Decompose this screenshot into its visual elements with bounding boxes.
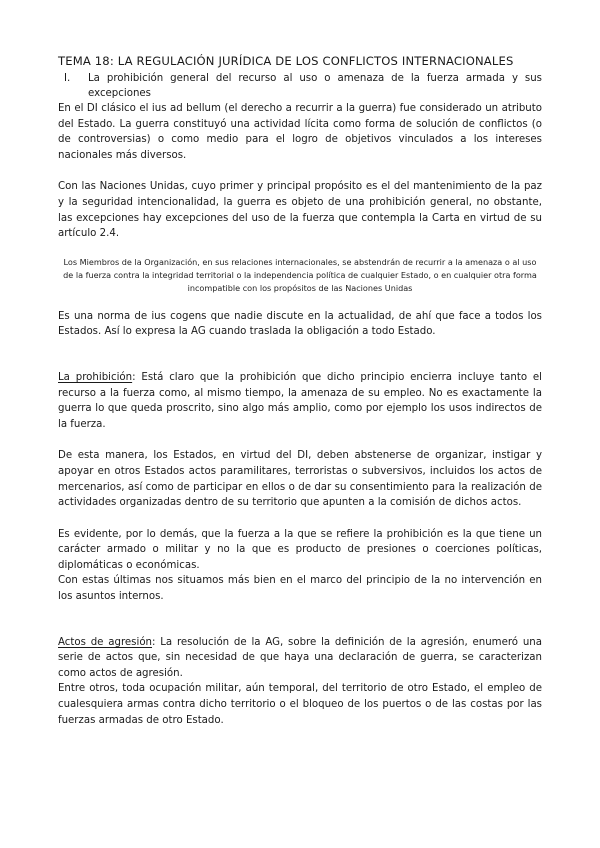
paragraph-ius-ad-bellum: En el DI clásico el ius ad bellum (el derecho a recurrir a la guerra) fue considerado un atributo del Estado. La guerra constituyó una actividad lícita como forma de solución de conflictos (o de controversias) o como medio para el logro de objetivos vinculados a los intereses nacionales más diversos. <box>58 103 542 161</box>
paragraph-ius-cogens: Es una norma de ius cogens que nadie discute en la actualidad, de ahí que face a todos los Estados. Así lo expresa la AG cuando traslada la obligación a todo Estado. <box>58 310 542 338</box>
text-la-prohibicion: : Está claro que la prohibición que dicho principio encierra incluye tanto el recurso a la fuerza como, al mismo tiempo, la amenaza de su empleo. No es exactamente la guerra lo que queda proscrito, sino algo más amplio, como por ejemplo los usos indirectos de la fuerza. <box>58 371 542 430</box>
paragraph-fuerza-armada: Es evidente, por lo demás, que la fuerza a la que se refiere la prohibición es la que tiene un carácter armado o militar y no la que es producto de presiones o coerciones políticas, diplomáticas o económicas. <box>58 528 542 571</box>
paragraph-ocupacion-militar: Entre otros, toda ocupación militar, aún temporal, del territorio de otro Estado, el empleo de cualesquiera armas contra dicho territorio o el bloqueo de los puertos o de las costas por las fuerzas armadas de otro Estado. <box>58 683 542 726</box>
paragraph-actos-de-agresion <box>58 635 542 682</box>
text-actos-de-agresion: : La resolución de la AG, sobre la definición de la agresión, enumeró una serie de actos que, sin necesidad de que haya una declaración de guerra, se caracterizan como actos de agresión. <box>58 636 542 679</box>
label-la-prohibicion: La prohibición <box>58 371 133 383</box>
paragraph-la-prohibicion <box>58 370 542 432</box>
paragraph-actos-paramilitares: De esta manera, los Estados, en virtud del DI, deben abstenerse de organizar, instigar y apoyar en otros Estados actos paramilitares, terroristas o subversivos, incluidos los actos de mercenarios, así como de participar en ellos o de dar su consentimiento para la realización de actividades organizadas dentro de su territorio que apunten a la comisión de dichos actos. <box>58 450 542 509</box>
label-actos-de-agresion: Actos de agresión <box>58 636 153 648</box>
paragraph-naciones-unidas: Con las Naciones Unidas, cuyo primer y principal propósito es el del mantenimiento de la paz y la seguridad intencionalidad, la guerra es objeto de una prohibición general, no obstante, las excepciones hay excepciones del uso de la fuerza que contempla la Carta en virtud de su artículo 2.4. <box>58 181 542 240</box>
section-heading <box>58 72 542 101</box>
section-heading-text: La prohibición general del recurso al uso o amenaza de la fuerza armada y sus excepciones <box>88 73 542 99</box>
quote-article-2-4: Los Miembros de la Organización, en sus relaciones internacionales, se abstendrán de recurrir a la amenaza o al uso de la fuerza contra la integridad territorial o la independencia política de cualquier Estado, o en cualquier otra forma incompatible con los propósitos de las Naciones Unidas <box>63 256 537 293</box>
paragraph-no-intervencion: Con estas últimas nos situamos más bien en el marco del principio de la no intervención en los asuntos internos. <box>58 575 542 603</box>
document-page <box>58 54 542 728</box>
section-number: I. <box>64 73 71 84</box>
document-title: TEMA 18: LA REGULACIÓN JURÍDICA DE LOS CONFLICTOS INTERNACIONALES <box>58 54 514 68</box>
